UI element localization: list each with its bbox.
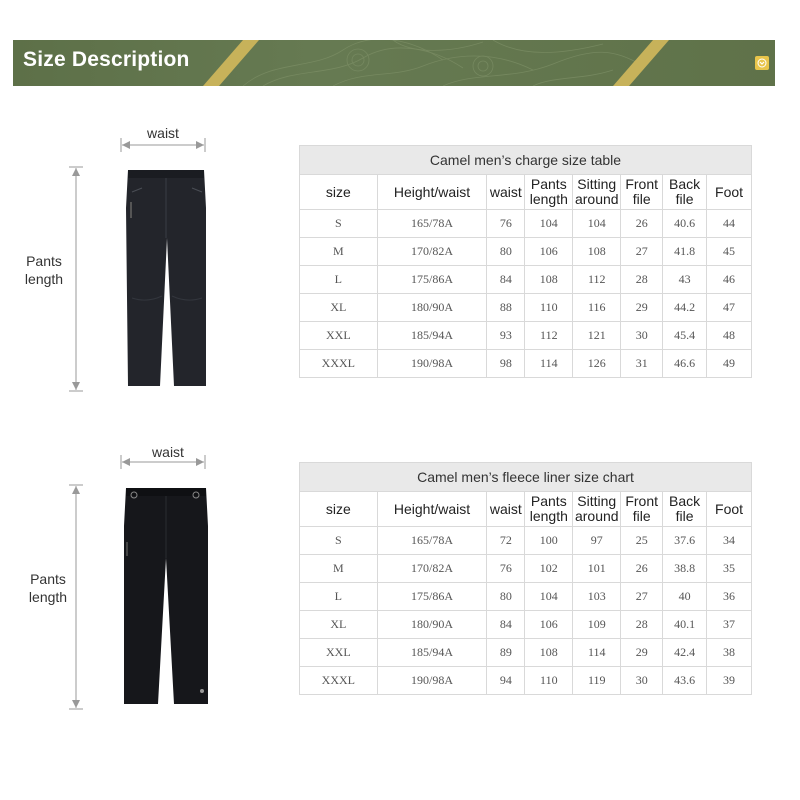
column-header: Foot	[707, 175, 752, 210]
table-cell: 89	[487, 639, 525, 667]
table-cell: 114	[525, 350, 573, 378]
table-cell: M	[300, 238, 378, 266]
column-header: Back file	[663, 492, 707, 527]
pants-length-label-line2: length	[24, 271, 64, 287]
table-cell: 47	[707, 294, 752, 322]
column-header: Front file	[621, 492, 663, 527]
table-cell: 76	[487, 210, 525, 238]
fleece-size-table	[299, 462, 752, 695]
size-description-banner	[13, 40, 775, 86]
pants-length-label-line2: length	[28, 589, 68, 605]
table-cell: XL	[300, 611, 378, 639]
table-header-row	[300, 175, 752, 210]
table-cell: 104	[525, 210, 573, 238]
table-cell: L	[300, 266, 378, 294]
table-cell: 110	[525, 294, 573, 322]
table-cell: S	[300, 210, 378, 238]
table-cell: 29	[621, 294, 663, 322]
table-cell: 108	[525, 639, 573, 667]
column-header: Height/waist	[377, 492, 487, 527]
table-cell: 28	[621, 611, 663, 639]
fleece-pants-image	[120, 486, 212, 708]
table-cell: 30	[621, 322, 663, 350]
table-cell: 28	[621, 266, 663, 294]
table-cell: 25	[621, 527, 663, 555]
column-header: Pants length	[525, 492, 573, 527]
table-cell: 80	[487, 238, 525, 266]
table-cell: 46	[707, 266, 752, 294]
column-header: Sitting around	[573, 175, 621, 210]
table-cell: 104	[525, 583, 573, 611]
column-header: waist	[487, 492, 525, 527]
table-cell: M	[300, 555, 378, 583]
table-cell: 103	[573, 583, 621, 611]
table-row	[300, 555, 752, 583]
column-header: size	[300, 492, 378, 527]
table-cell: 42.4	[663, 639, 707, 667]
table-cell: 36	[707, 583, 752, 611]
table-cell: 40.6	[663, 210, 707, 238]
pants-length-label-line1: Pants	[30, 571, 66, 587]
table-cell: 180/90A	[377, 611, 487, 639]
table-row	[300, 210, 752, 238]
table-cell: 165/78A	[377, 210, 487, 238]
table-cell: 46.6	[663, 350, 707, 378]
table-cell: 76	[487, 555, 525, 583]
table-cell: 38	[707, 639, 752, 667]
table-cell: 185/94A	[377, 639, 487, 667]
table-cell: 112	[525, 322, 573, 350]
table-cell: XXL	[300, 639, 378, 667]
table-cell: 29	[621, 639, 663, 667]
column-header: Sitting around	[573, 492, 621, 527]
waist-dimension-arrow	[118, 453, 208, 471]
table-cell: XXXL	[300, 350, 378, 378]
table-row	[300, 611, 752, 639]
table-cell: 170/82A	[377, 555, 487, 583]
table-cell: L	[300, 583, 378, 611]
table-cell: 26	[621, 555, 663, 583]
table-cell: 126	[573, 350, 621, 378]
table-cell: 110	[525, 667, 573, 695]
table-cell: 106	[525, 611, 573, 639]
table-cell: 100	[525, 527, 573, 555]
table-cell: 93	[487, 322, 525, 350]
table-title: Camel men’s fleece liner size chart	[300, 463, 752, 492]
table-cell: 84	[487, 266, 525, 294]
table-cell: 102	[525, 555, 573, 583]
table-cell: 190/98A	[377, 350, 487, 378]
waist-label: waist	[147, 125, 179, 141]
table-row	[300, 294, 752, 322]
table-header-row	[300, 492, 752, 527]
table-cell: XXXL	[300, 667, 378, 695]
table-cell: 121	[573, 322, 621, 350]
waist-dimension-arrow	[118, 136, 208, 154]
table-cell: 180/90A	[377, 294, 487, 322]
table-title: Camel men’s charge size table	[300, 146, 752, 175]
chevron-badge-icon[interactable]	[755, 56, 769, 70]
column-header: Back file	[663, 175, 707, 210]
table-cell: 44	[707, 210, 752, 238]
table-cell: 30	[621, 667, 663, 695]
table-row	[300, 322, 752, 350]
table-cell: 170/82A	[377, 238, 487, 266]
table-row	[300, 266, 752, 294]
table-cell: XXL	[300, 322, 378, 350]
table-cell: 175/86A	[377, 583, 487, 611]
table-cell: 165/78A	[377, 527, 487, 555]
column-header: Front file	[621, 175, 663, 210]
table-cell: 94	[487, 667, 525, 695]
table-cell: 190/98A	[377, 667, 487, 695]
table-cell: 80	[487, 583, 525, 611]
table-cell: 49	[707, 350, 752, 378]
column-header: waist	[487, 175, 525, 210]
column-header: Foot	[707, 492, 752, 527]
charge-size-table	[299, 145, 752, 378]
table-cell: 98	[487, 350, 525, 378]
table-cell: 48	[707, 322, 752, 350]
pants-length-label-line1: Pants	[26, 253, 62, 269]
charge-pants-image	[122, 168, 210, 390]
table-cell: 106	[525, 238, 573, 266]
table-cell: 45.4	[663, 322, 707, 350]
table-cell: 108	[573, 238, 621, 266]
table-cell: 27	[621, 583, 663, 611]
table-cell: 114	[573, 639, 621, 667]
table-row	[300, 350, 752, 378]
table-cell: S	[300, 527, 378, 555]
table-cell: 26	[621, 210, 663, 238]
column-header: size	[300, 175, 378, 210]
table-cell: 88	[487, 294, 525, 322]
column-header: Pants length	[525, 175, 573, 210]
table-row	[300, 639, 752, 667]
table-cell: 34	[707, 527, 752, 555]
table-cell: 37.6	[663, 527, 707, 555]
table-cell: 72	[487, 527, 525, 555]
table-cell: XL	[300, 294, 378, 322]
table-cell: 38.8	[663, 555, 707, 583]
table-cell: 44.2	[663, 294, 707, 322]
table-cell: 43.6	[663, 667, 707, 695]
pants-length-label	[16, 252, 72, 288]
table-cell: 84	[487, 611, 525, 639]
table-cell: 45	[707, 238, 752, 266]
table-cell: 108	[525, 266, 573, 294]
table-cell: 39	[707, 667, 752, 695]
table-cell: 119	[573, 667, 621, 695]
table-cell: 27	[621, 238, 663, 266]
table-cell: 40	[663, 583, 707, 611]
waist-label: waist	[152, 444, 184, 460]
table-row	[300, 238, 752, 266]
table-row	[300, 667, 752, 695]
pants-length-label	[20, 570, 76, 606]
table-cell: 40.1	[663, 611, 707, 639]
table-cell: 104	[573, 210, 621, 238]
column-header: Height/waist	[377, 175, 487, 210]
table-cell: 35	[707, 555, 752, 583]
table-cell: 43	[663, 266, 707, 294]
table-cell: 185/94A	[377, 322, 487, 350]
table-cell: 101	[573, 555, 621, 583]
table-cell: 112	[573, 266, 621, 294]
table-cell: 31	[621, 350, 663, 378]
table-cell: 175/86A	[377, 266, 487, 294]
page-title: Size Description	[23, 48, 190, 71]
table-row	[300, 527, 752, 555]
table-cell: 97	[573, 527, 621, 555]
table-cell: 41.8	[663, 238, 707, 266]
table-cell: 116	[573, 294, 621, 322]
table-row	[300, 583, 752, 611]
table-cell: 109	[573, 611, 621, 639]
table-cell: 37	[707, 611, 752, 639]
